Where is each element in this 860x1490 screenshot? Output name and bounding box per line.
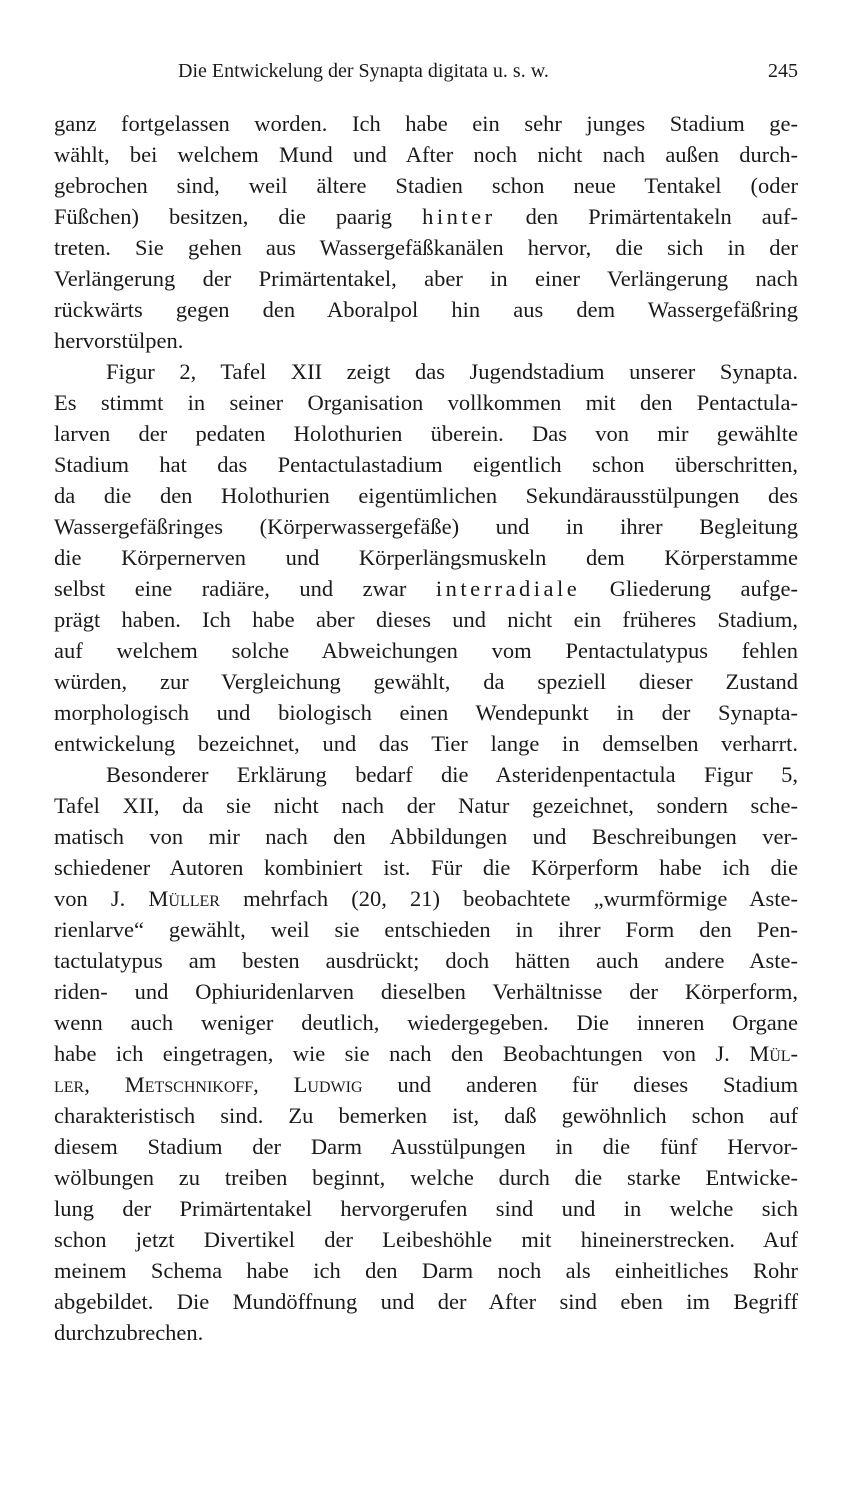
text-line: schon jetzt Divertikel der Leibeshöhle mit hineinerstrecken. Auf bbox=[54, 1227, 798, 1252]
text-line: Verlängerung der Primärtentakel, aber in einer Verlängerung nach bbox=[54, 266, 798, 291]
text-line: lung der Primärtentakel hervorgerufen sind und in welche sich bbox=[54, 1196, 798, 1221]
text-line: meinem Schema habe ich den Darm noch als einheitliches Rohr bbox=[54, 1258, 798, 1283]
text-run: Füßchen) besitzen, die paarig bbox=[54, 204, 393, 229]
text-line: Wassergefäßringes (Körperwassergefäße) und in ihrer Begleitung bbox=[54, 514, 798, 539]
text-line bbox=[54, 573, 798, 604]
text-line: entwickelung bezeichnet, und das Tier lange in demselben verharrt. bbox=[54, 731, 798, 756]
text-line: auf welchem solche Abweichungen vom Pentactulatypus fehlen bbox=[54, 638, 798, 663]
text-line: würden, zur Vergleichung gewählt, da speziell dieser Zustand bbox=[54, 669, 798, 694]
text-line: morphologisch und biologisch einen Wendepunkt in der Synapta- bbox=[54, 700, 798, 725]
text-line: rienlarve“ gewählt, weil sie entschieden in ihrer Form den Pen- bbox=[54, 917, 798, 942]
text-line: rückwärts gegen den Aboralpol hin aus dem Wassergefäßring bbox=[54, 297, 798, 322]
text-line: da die den Holothurien eigentümlichen Sekundärausstülpungen des bbox=[54, 483, 798, 508]
text-line: die Körpernerven und Körperlängsmuskeln dem Körperstamme bbox=[54, 545, 798, 570]
text-line: schiedener Autoren kombiniert ist. Für die Körperform habe ich die bbox=[54, 855, 798, 880]
body-text bbox=[54, 108, 798, 1348]
text-run: habe ich eingetragen, wie sie nach den Beobachtungen von J. bbox=[54, 1041, 730, 1066]
text-line: wölbungen zu treiben beginnt, welche durch die starke Entwicke- bbox=[54, 1165, 798, 1190]
text-line: wenn auch weniger deutlich, wiedergegeben. Die inneren Organe bbox=[54, 1010, 798, 1035]
text-line bbox=[54, 1069, 798, 1100]
text-line: gebrochen sind, weil ältere Stadien schon neue Tentakel (oder bbox=[54, 173, 798, 198]
text-line: durchzubrechen. bbox=[54, 1320, 204, 1345]
text-line: treten. Sie gehen aus Wassergefäßkanälen hervor, die sich in der bbox=[54, 235, 798, 260]
text-line: tactulatypus am besten ausdrückt; doch hätten auch andere Aste- bbox=[54, 948, 798, 973]
text-run: mehrfach (20, 21) beobachtete „wurmförmige Aste- bbox=[243, 886, 798, 911]
text-line bbox=[54, 883, 798, 914]
text-line: matisch von mir nach den Abbildungen und Beschreibungen ver- bbox=[54, 824, 798, 849]
text-line: ganz fortgelassen worden. Ich habe ein sehr junges Stadium ge- bbox=[54, 111, 798, 136]
text-line bbox=[54, 201, 798, 232]
text-line: Es stimmt in seiner Organisation vollkommen mit den Pentactula- bbox=[54, 390, 798, 415]
author-names: ler, Metschnikoff, Ludwig bbox=[54, 1072, 363, 1097]
page-number: 245 bbox=[768, 60, 798, 82]
text-line: Tafel XII, da sie nicht nach der Natur gezeichnet, sondern sche- bbox=[54, 793, 798, 818]
text-line: Stadium hat das Pentactulastadium eigentlich schon überschritten, bbox=[54, 452, 798, 477]
spaced-emphasis: hinter bbox=[422, 204, 496, 229]
text-line: abgebildet. Die Mundöffnung und der After sind eben im Begriff bbox=[54, 1289, 798, 1314]
text-run: von J. bbox=[54, 886, 126, 911]
text-line: Figur 2, Tafel XII zeigt das Jugendstadium unserer Synapta. bbox=[106, 359, 798, 384]
text-line: diesem Stadium der Darm Ausstülpungen in die fünf Hervor- bbox=[54, 1134, 798, 1159]
text-run: Gliederung aufge- bbox=[609, 576, 798, 601]
running-head bbox=[54, 54, 798, 88]
text-line: larven der pedaten Holothurien überein. Das von mir gewählte bbox=[54, 421, 798, 446]
author-name: Müller bbox=[148, 886, 220, 911]
text-run: den Primärtentakeln auf- bbox=[525, 204, 798, 229]
author-name: Mül- bbox=[749, 1041, 798, 1066]
running-title: Die Entwickelung der Synapta digitata u. s. w. bbox=[178, 60, 549, 82]
text-line: Besonderer Erklärung bedarf die Asteridenpentactula Figur 5, bbox=[106, 762, 798, 787]
text-line: riden- und Ophiuridenlarven dieselben Verhältnisse der Körperform, bbox=[54, 979, 798, 1004]
text-line: wählt, bei welchem Mund und After noch nicht nach außen durch- bbox=[54, 142, 798, 167]
text-run: und anderen für dieses Stadium bbox=[397, 1072, 798, 1097]
text-line: charakteristisch sind. Zu bemerken ist, daß gewöhnlich schon auf bbox=[54, 1103, 798, 1128]
text-run: selbst eine radiäre, und zwar bbox=[54, 576, 407, 601]
text-line bbox=[54, 1038, 798, 1069]
spaced-emphasis: interradiale bbox=[435, 576, 581, 601]
text-line: hervorstülpen. bbox=[54, 328, 184, 353]
text-line: prägt haben. Ich habe aber dieses und nicht ein früheres Stadium, bbox=[54, 607, 798, 632]
